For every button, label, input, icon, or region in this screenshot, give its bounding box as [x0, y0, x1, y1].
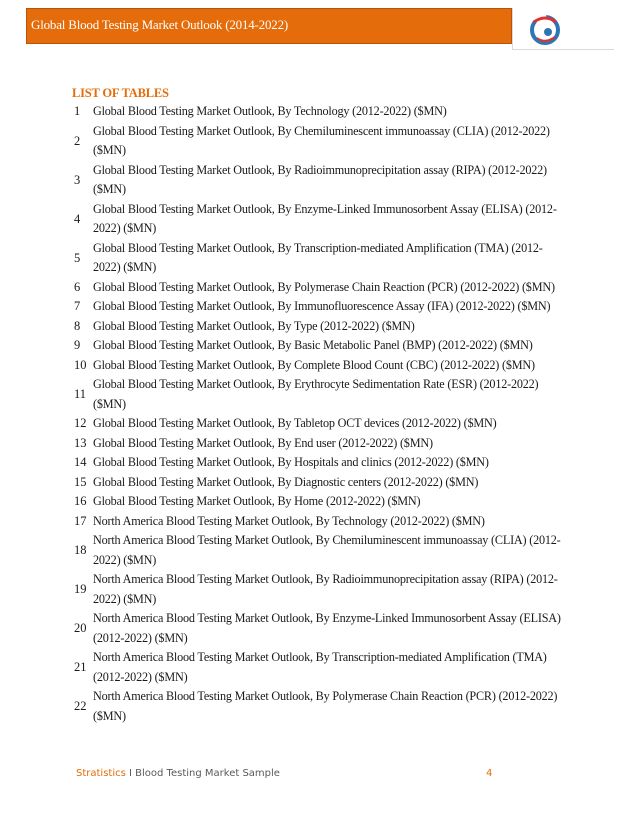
toc-entry-line: Global Blood Testing Market Outlook, By Diagnostic centers (2012-2022) ($MN) — [93, 474, 479, 489]
toc-entry — [0, 414, 638, 434]
toc-entry-title — [93, 317, 591, 337]
toc-entry-line: ($MN) — [93, 396, 126, 411]
toc-entry — [0, 122, 638, 161]
toc-entry — [0, 317, 638, 337]
footer-label: Blood Testing Market Sample — [135, 768, 280, 779]
toc-entry-line: North America Blood Testing Market Outlook, By Polymerase Chain Reaction (PCR) (2012-2022) — [93, 689, 558, 703]
toc-entry-number: 7 — [74, 299, 81, 314]
toc-entry — [0, 531, 638, 570]
toc-entry — [0, 512, 638, 532]
toc-entry-number: 15 — [74, 474, 87, 489]
toc-entry-line: Global Blood Testing Market Outlook, By Type (2012-2022) ($MN) — [93, 318, 415, 333]
toc-entry — [0, 570, 638, 609]
toc-entry-line: North America Blood Testing Market Outlook, By Enzyme-Linked Immunosorbent Assay (ELISA) — [93, 611, 561, 625]
toc-entry-title — [93, 375, 591, 414]
toc-entry-line: 2022) ($MN) — [93, 552, 157, 567]
toc-entry — [0, 200, 638, 239]
toc-entry — [0, 473, 638, 493]
toc-entry-line: Global Blood Testing Market Outlook, By Tabletop OCT devices (2012-2022) ($MN) — [93, 416, 497, 430]
toc-entry-line: Global Blood Testing Market Outlook, By Hospitals and clinics (2012-2022) ($MN) — [93, 455, 489, 469]
toc-entry — [0, 434, 638, 454]
toc-entry-title — [93, 102, 591, 122]
toc-entry-number: 10 — [74, 357, 87, 372]
toc-entry-line: Global Blood Testing Market Outlook, By Immunofluorescence Assay (IFA) (2012-2022) ($MN) — [93, 299, 551, 313]
toc-entry — [0, 297, 638, 317]
toc-entry — [0, 336, 638, 356]
logo-box — [512, 8, 614, 50]
toc-entry-line: Global Blood Testing Market Outlook, By Radioimmunoprecipitation assay (RIPA) (2012-2022) — [93, 162, 547, 177]
toc-entry-number: 4 — [74, 211, 81, 226]
toc-entry-line: Global Blood Testing Market Outlook, By Transcription-mediated Amplification (TMA) (2012- — [93, 240, 543, 255]
toc-entry-title — [93, 473, 591, 493]
toc-entry-number: 12 — [74, 416, 87, 431]
toc-entry-number: 14 — [74, 455, 87, 470]
toc-entry-number: 19 — [74, 582, 87, 596]
toc-entry-title — [93, 200, 591, 239]
toc-entry — [0, 356, 638, 376]
toc-entry-title — [93, 356, 591, 376]
toc-entry-number: 22 — [74, 699, 87, 713]
toc-entry-title — [93, 122, 591, 161]
toc-entry-title — [93, 414, 591, 434]
toc-entry-title — [93, 512, 591, 532]
toc-entry-title — [93, 492, 591, 512]
footer-separator: I — [129, 768, 132, 779]
toc-entry — [0, 609, 638, 648]
toc-entry-line: North America Blood Testing Market Outlook, By Technology (2012-2022) ($MN) — [93, 513, 485, 528]
toc-entry-line: North America Blood Testing Market Outlook, By Chemiluminescent immunoassay (CLIA) (2012- — [93, 533, 561, 547]
toc-entry-number: 3 — [74, 172, 81, 187]
toc-entry-line: ($MN) — [93, 708, 126, 723]
toc-entry — [0, 102, 638, 122]
toc-entry-title — [93, 531, 591, 570]
toc-entry — [0, 375, 638, 414]
toc-entry-line: North America Blood Testing Market Outlook, By Transcription-mediated Amplification (TMA) — [93, 650, 547, 664]
toc-entry-title — [93, 278, 591, 298]
stratistics-logo-icon — [525, 12, 565, 48]
toc-entry-number: 20 — [74, 621, 87, 635]
toc-entry-number: 2 — [74, 133, 81, 148]
toc-entry-number: 8 — [74, 318, 81, 333]
toc-entry-line: 2022) ($MN) — [93, 591, 157, 606]
toc-entry-line: ($MN) — [93, 143, 126, 157]
toc-entry — [0, 492, 638, 512]
toc-entry-line: (2012-2022) ($MN) — [93, 630, 188, 645]
footer-brand: Stratistics — [76, 768, 126, 779]
toc-entry-number: 11 — [74, 387, 87, 401]
toc-entry — [0, 687, 638, 726]
toc-entry-title — [93, 434, 591, 454]
toc-entry-number: 18 — [74, 543, 87, 557]
toc-entry-number: 17 — [74, 513, 87, 528]
toc-entry-line: Global Blood Testing Market Outlook, By Technology (2012-2022) ($MN) — [93, 104, 447, 118]
toc-entry-line: Global Blood Testing Market Outlook, By Enzyme-Linked Immunosorbent Assay (ELISA) (2012- — [93, 201, 557, 216]
header-title: Global Blood Testing Market Outlook (2014-2022) — [31, 17, 289, 32]
page-number: 4 — [486, 768, 493, 779]
toc-entry — [0, 278, 638, 298]
toc-entry-title — [93, 239, 591, 278]
toc-entry-line: Global Blood Testing Market Outlook, By Complete Blood Count (CBC) (2012-2022) ($MN) — [93, 357, 535, 372]
toc-entry-line: Global Blood Testing Market Outlook, By End user (2012-2022) ($MN) — [93, 435, 433, 450]
toc-entry-number: 21 — [74, 660, 87, 674]
list-of-tables-heading: LIST OF TABLES — [72, 86, 169, 100]
toc-entry-line: Global Blood Testing Market Outlook, By Polymerase Chain Reaction (PCR) (2012-2022) ($MN) — [93, 279, 555, 294]
toc-entry-line: Global Blood Testing Market Outlook, By Home (2012-2022) ($MN) — [93, 494, 421, 508]
toc-entry-line: ($MN) — [93, 182, 126, 196]
toc-entry-number: 9 — [74, 338, 81, 353]
toc-entry-line: Global Blood Testing Market Outlook, By Basic Metabolic Panel (BMP) (2012-2022) ($MN) — [93, 338, 533, 352]
toc-entry-line: Global Blood Testing Market Outlook, By Chemiluminescent immunoassay (CLIA) (2012-2022) — [93, 123, 550, 138]
toc-entry-number: 6 — [74, 279, 81, 294]
toc-entry-title — [93, 161, 591, 200]
toc-entry — [0, 453, 638, 473]
toc-entry-title — [93, 687, 591, 726]
toc-entry-number: 5 — [74, 250, 81, 265]
toc-entry — [0, 161, 638, 200]
toc-entry — [0, 648, 638, 687]
toc-entry — [0, 239, 638, 278]
footer — [76, 768, 496, 779]
toc-entry-line: 2022) ($MN) — [93, 260, 157, 274]
toc-entry-line: 2022) ($MN) — [93, 221, 157, 235]
header-bar — [26, 8, 512, 44]
toc-entry-line: North America Blood Testing Market Outlook, By Radioimmunoprecipitation assay (RIPA) (2012- — [93, 572, 558, 586]
toc-entry-title — [93, 609, 591, 648]
toc-entry-title — [93, 648, 591, 687]
toc-entry-line: Global Blood Testing Market Outlook, By Erythrocyte Sedimentation Rate (ESR) (2012-2022) — [93, 377, 539, 391]
toc-entry-title — [93, 336, 591, 356]
toc-entry-line: (2012-2022) ($MN) — [93, 669, 188, 684]
toc-entry-number: 1 — [74, 104, 81, 119]
toc-entry-number: 13 — [74, 435, 87, 450]
toc-entry-title — [93, 570, 591, 609]
toc-entry-title — [93, 297, 591, 317]
toc-entry-title — [93, 453, 591, 473]
toc-entry-number: 16 — [74, 494, 87, 509]
